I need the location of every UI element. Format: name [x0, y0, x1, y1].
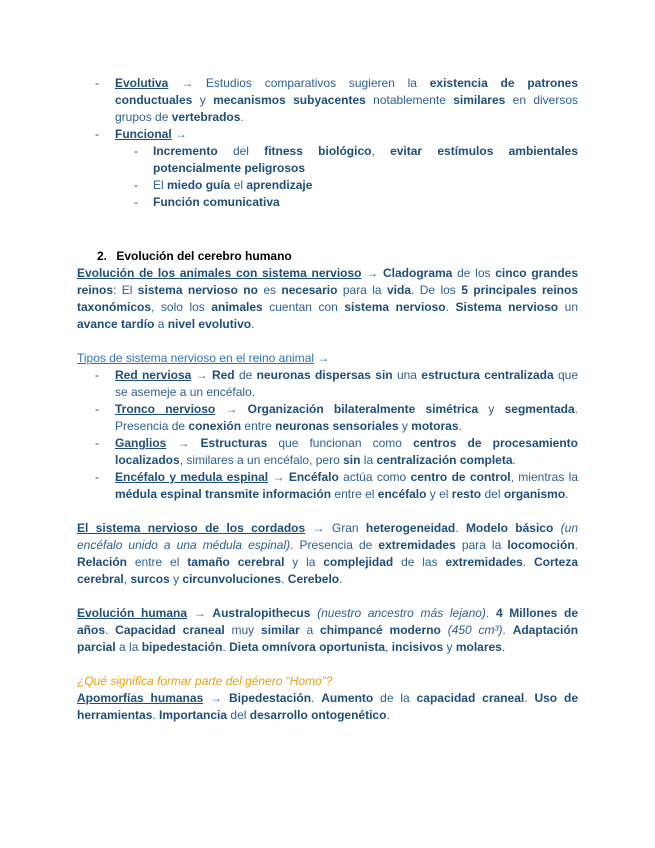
text: . Presencia de [290, 538, 379, 552]
arrow-icon: → [181, 76, 194, 90]
text: . [311, 691, 322, 705]
arrow-icon: → [191, 368, 212, 382]
arrow-icon: → [215, 402, 248, 416]
arrow-icon: → [187, 606, 213, 620]
text: del [217, 144, 265, 158]
text: de los [452, 266, 496, 280]
text: . [512, 453, 516, 467]
bold-text: miedo guía [167, 178, 231, 192]
italic-text: (450 cm³) [447, 623, 503, 637]
bullet-dash: - [134, 178, 138, 192]
paragraph-apomorfias [77, 690, 578, 724]
text: . [458, 419, 462, 433]
arrow-icon: → [314, 351, 330, 365]
underlined-term: Tronco nervioso [115, 402, 216, 416]
bold-text: Incremento [153, 144, 218, 158]
sub-list-item [77, 194, 578, 211]
bold-text: neuronas sensoriales [275, 419, 399, 433]
bold-text: centro de control [410, 470, 511, 484]
bold-text: Cladograma [382, 266, 453, 280]
bold-text: estructura centralizada [421, 368, 554, 382]
text: del [481, 487, 504, 501]
text: , [371, 144, 391, 158]
bold-text: neuronas dispersas sin [256, 368, 393, 382]
text: . [386, 708, 390, 722]
bold-text: organismo [503, 487, 566, 501]
bullet-dash: - [95, 368, 99, 382]
bold-text: locomoción [507, 538, 575, 552]
text: de la [373, 691, 417, 705]
text: un [558, 300, 578, 314]
text: que se asemeje a un encéfalo. [115, 368, 579, 399]
bold-text: cinco grandes reinos [77, 266, 579, 297]
text: el [230, 178, 247, 192]
bold-text: sistema nervioso no [137, 283, 258, 297]
text: . [501, 640, 506, 654]
text: notablemente [365, 93, 454, 107]
paragraph-animales [77, 265, 578, 333]
text: . [281, 572, 288, 586]
text: para la [455, 538, 508, 552]
underlined-term: El sistema nervioso de los cordados [77, 521, 306, 535]
text: . De los [411, 283, 462, 297]
bold-text: Australopithecus [212, 606, 311, 620]
bullet-dash: - [134, 195, 138, 209]
text: y la [284, 555, 324, 569]
underlined-term: Red nerviosa [115, 368, 192, 382]
bold-text: complejidad [323, 555, 394, 569]
text: y [478, 402, 505, 416]
text: la [360, 453, 377, 467]
bold-text: Corteza cerebral [77, 555, 578, 586]
bold-text: sistema nervioso [344, 300, 446, 314]
bold-text: surcos [130, 572, 170, 586]
list-item-tronco-nervioso [77, 401, 578, 435]
bold-text: similares [453, 93, 506, 107]
text: : El [113, 283, 138, 297]
text: . [339, 572, 343, 586]
text: , mientras la [510, 470, 579, 484]
bold-text: Función comunicativa [153, 195, 280, 209]
text: , [123, 572, 131, 586]
text: . [524, 691, 535, 705]
arrow-icon: → [203, 691, 230, 705]
list-item-encefalo [77, 469, 578, 503]
text: una [392, 368, 422, 382]
term-evolutiva: Evolutiva [115, 76, 169, 90]
text: y [192, 93, 214, 107]
sub-list-item [77, 177, 578, 194]
bullet-dash: - [134, 144, 138, 158]
arrow-icon: → [361, 266, 383, 280]
text: que funcionan como [267, 436, 414, 450]
text: . Presencia de [115, 402, 578, 433]
bold-text: incisivos [391, 640, 444, 654]
text: a [299, 623, 321, 637]
bold-text: molares [455, 640, 502, 654]
bold-text: médula espinal transmite información [115, 487, 332, 501]
text [553, 521, 560, 535]
bold-text: conexión [188, 419, 242, 433]
underlined-term: Apomorfías humanas [77, 691, 204, 705]
italic-text: (un encéfalo unido a una médula espinal) [77, 521, 578, 552]
text: . [502, 623, 513, 637]
text: . [105, 623, 116, 637]
arrow-icon: → [268, 470, 289, 484]
text: , solo los [151, 300, 212, 314]
text: de las [393, 555, 446, 569]
bold-text: Cerebelo [287, 572, 340, 586]
text: cuentan con [262, 300, 345, 314]
bold-text: similar [261, 623, 300, 637]
bold-text: Bipedestación [229, 691, 312, 705]
bold-text: capacidad craneal [416, 691, 525, 705]
sub-list-item [77, 143, 578, 177]
question-heading [77, 673, 578, 690]
bullet-dash: - [95, 402, 99, 416]
text: Gran [331, 521, 366, 535]
bold-text: aprendizaje [246, 178, 313, 192]
text: . [445, 300, 456, 314]
bold-text: segmentada [504, 402, 575, 416]
bold-text: avance tardío [77, 317, 155, 331]
text: actúa como [338, 470, 411, 484]
heading-number: 2. [97, 249, 108, 263]
bold-text: Red [211, 368, 235, 382]
bold-text: centralización completa [376, 453, 513, 467]
arrow-icon: → [166, 436, 201, 450]
bold-text: centros de procesamiento localizados [115, 436, 578, 467]
text: . [522, 555, 534, 569]
bold-text: Importancia [159, 708, 228, 722]
bold-text: heterogeneidad [365, 521, 456, 535]
text: , [385, 640, 392, 654]
bold-text: tamaño cerebral [187, 555, 285, 569]
bullet-dash: - [95, 76, 99, 90]
bold-text: encéfalo [377, 487, 427, 501]
bold-text: chimpancé moderno [320, 623, 441, 637]
bold-text: Adaptación parcial [77, 623, 579, 654]
text: . [240, 110, 244, 124]
bullet-dash: - [95, 470, 99, 484]
arrow-icon: → [175, 127, 188, 141]
bold-text: Aumento [321, 691, 374, 705]
bold-text: Sistema nervioso [455, 300, 559, 314]
bold-text: motoras [411, 419, 459, 433]
bold-text: Dieta omnívora oportunista [229, 640, 386, 654]
text: en diversos grupos de [115, 93, 579, 124]
bold-text: vida [386, 283, 411, 297]
text: para la [337, 283, 387, 297]
text: a la [115, 640, 142, 654]
bold-text: Uso de herramientas [77, 691, 578, 722]
question-text: ¿Qué significa formar parte del género “Homo”? [77, 674, 333, 688]
bold-text: Capacidad craneal [115, 623, 225, 637]
bold-text: bipedestación [141, 640, 223, 654]
bullet-dash: - [95, 436, 99, 450]
bold-text: fitness biológico [264, 144, 372, 158]
text: . [574, 538, 579, 552]
text: . [222, 640, 230, 654]
arrow-icon: → [305, 521, 332, 535]
text: y [398, 419, 412, 433]
underlined-term: Evolución de los animales con sistema nervioso [77, 266, 362, 280]
section-heading [77, 248, 578, 265]
bold-text: existencia de patrones conductuales [115, 76, 579, 107]
bold-text: desarrollo ontogenético [249, 708, 387, 722]
bold-text: Estructuras [200, 436, 268, 450]
bold-text: Modelo básico [465, 521, 554, 535]
underlined-term: Evolución humana [77, 606, 188, 620]
text: . [485, 606, 496, 620]
text: y el [426, 487, 452, 501]
text: muy [224, 623, 262, 637]
bold-text: extremidades [378, 538, 456, 552]
italic-text: (nuestro ancestro más lejano) [317, 606, 486, 620]
bold-text: sin [343, 453, 361, 467]
term-funcional: Funcional [115, 127, 172, 141]
bold-text: extremidades [445, 555, 523, 569]
document-page [77, 75, 578, 724]
paragraph-tipos [77, 350, 578, 367]
text: El [153, 178, 168, 192]
paragraph-evolucion-humana [77, 605, 578, 656]
bold-text: nivel evolutivo [167, 317, 252, 331]
paragraph-cordados [77, 520, 578, 588]
list-item-funcional [77, 126, 578, 143]
text: y [169, 572, 183, 586]
text: a [154, 317, 168, 331]
underlined-term: Ganglios [115, 436, 167, 450]
text: Estudios comparativos sugieren la [193, 76, 430, 90]
text [441, 623, 448, 637]
bullet-dash: - [95, 127, 99, 141]
text: entre [241, 419, 276, 433]
text: , similares a un encéfalo, pero [179, 453, 344, 467]
bold-text: Relación [77, 555, 128, 569]
text: . [455, 521, 466, 535]
text: entre el [331, 487, 378, 501]
text: entre el [127, 555, 188, 569]
bold-text: Organización bilateralmente simétrica [247, 402, 479, 416]
bold-text: 4 Millones de años [77, 606, 579, 637]
bold-text: resto [451, 487, 482, 501]
heading-title: Evolución del cerebro humano [116, 249, 292, 263]
list-item-red-nerviosa [77, 367, 578, 401]
bold-text: necesario [281, 283, 338, 297]
list-item-evolutiva [77, 75, 578, 126]
text: es [257, 283, 282, 297]
underlined-term: Encéfalo y medula espinal [115, 470, 269, 484]
bold-text: circunvoluciones [182, 572, 282, 586]
bold-text: Encéfalo [288, 470, 339, 484]
text: de [234, 368, 257, 382]
bold-text: vertebrados [171, 110, 241, 124]
text: . [251, 317, 255, 331]
bold-text: mecanismos subyacentes [213, 93, 366, 107]
underlined-term: Tipos de sistema nervioso en el reino animal [77, 351, 315, 365]
bold-text: evitar estímulos ambientales potencialmente peligrosos [153, 144, 578, 175]
text: del [227, 708, 250, 722]
text: y [443, 640, 456, 654]
bold-text: animales [211, 300, 263, 314]
text: . [565, 487, 569, 501]
list-item-ganglios [77, 435, 578, 469]
text: . [152, 708, 160, 722]
bold-text: 5 principales reinos taxonómicos [77, 283, 579, 314]
